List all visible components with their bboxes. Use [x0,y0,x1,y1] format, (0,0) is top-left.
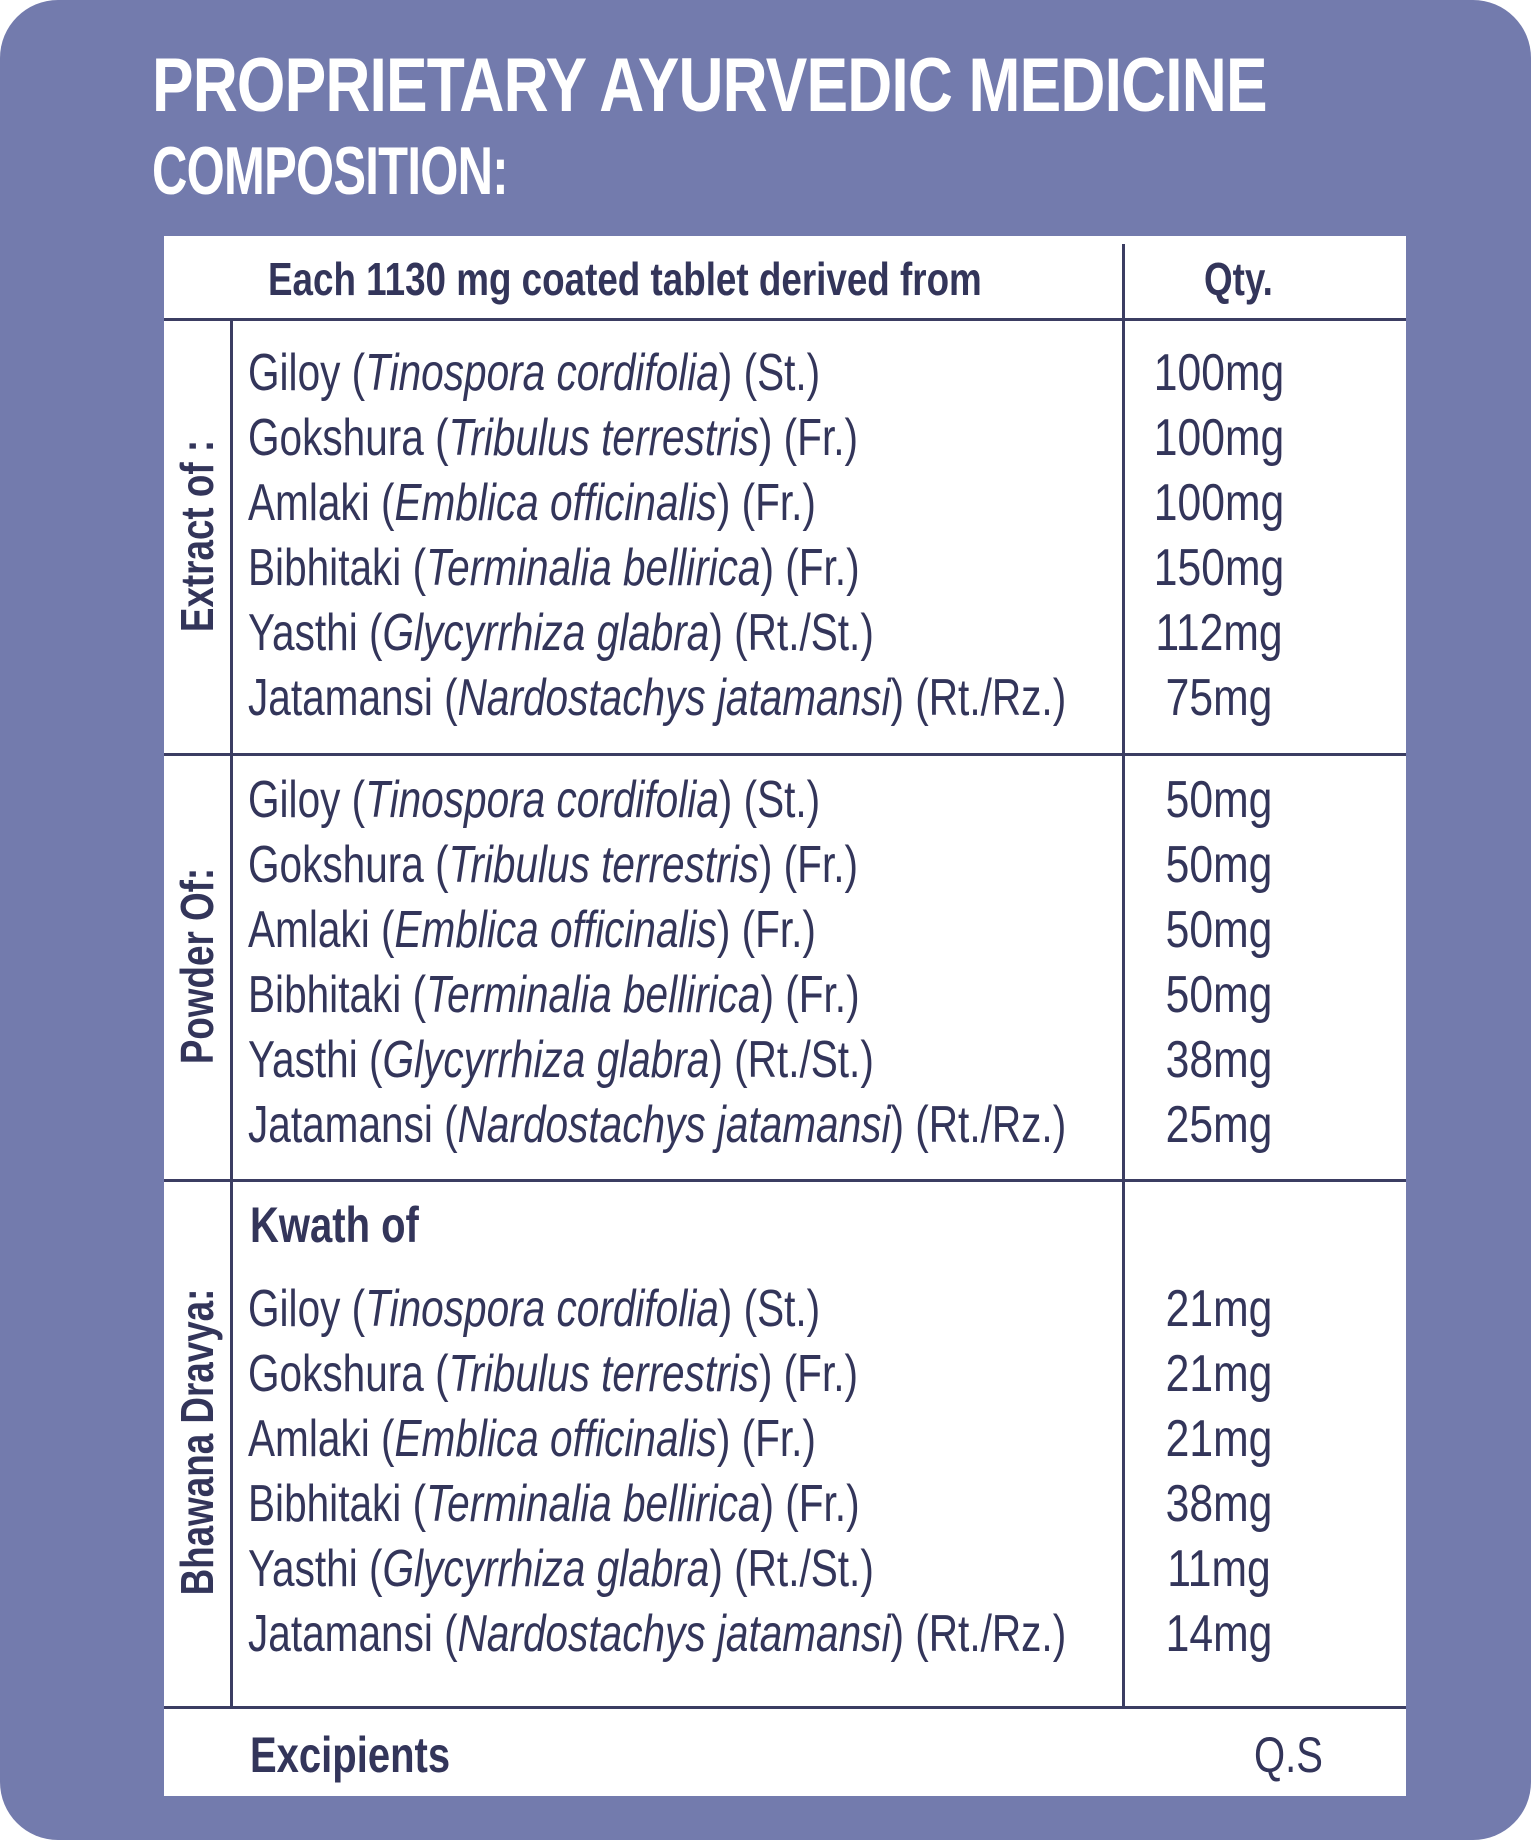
ingredient-botanical-name: Tribulus terrestris [448,836,759,894]
composition-heading: COMPOSITION: [152,133,508,209]
ingredient-name [248,1027,874,1093]
ingredient-name [248,405,858,471]
ingredient-botanical-name: Terminalia bellirica [426,1475,761,1533]
page-title: PROPRIETARY AYURVEDIC MEDICINE [152,43,1267,128]
ingredient-botanical-name: Emblica officinalis [394,474,717,532]
ingredient-plant-part: ) (St.) [718,1280,821,1338]
section-label-bhawana: Bhawana Dravya: [171,1288,223,1596]
ingredient-plant-part: ) (Fr.) [758,409,859,467]
section-label-powder: Powder Of: [171,867,223,1065]
ingredient-botanical-name: Nardostachys jatamansi [457,1096,891,1154]
ingredient-qty: 38mg [1165,1475,1273,1533]
ingredient-plant-part: ) (Fr.) [716,1410,816,1468]
ingredient-qty: 50mg [1165,966,1273,1024]
ingredient-name [248,1536,874,1602]
ingredient-name [248,1341,858,1407]
ingredient-botanical-name: Tinospora cordifolia [365,771,719,829]
ingredient-row [164,470,1406,536]
ingredient-qty: 21mg [1165,1280,1273,1338]
ingredient-common-name: Bibhitaki ( [248,966,427,1024]
ingredient-name [248,470,816,536]
ingredient-row [164,1341,1406,1407]
ingredient-botanical-name: Emblica officinalis [394,901,717,959]
ingredient-botanical-name: Glycyrrhiza glabra [382,1540,710,1598]
section-label-extract: Extract of : [171,439,223,633]
ingredient-plant-part: ) (Fr.) [760,966,860,1024]
ingredient-plant-part: ) (St.) [718,771,821,829]
ingredient-row [164,1092,1406,1158]
kwath-subheading: Kwath of [250,1197,419,1253]
ingredient-row [164,1471,1406,1537]
excipients-qty: Q.S [1254,1727,1323,1783]
ingredient-row [164,1406,1406,1472]
ingredient-qty: 100mg [1153,474,1285,532]
ingredient-plant-part: ) (Fr.) [758,1345,859,1403]
ingredient-name [248,665,1066,731]
ingredient-common-name: Jatamansi ( [248,1605,458,1663]
ingredient-common-name: Amlaki ( [248,474,395,532]
ingredient-qty: 150mg [1153,539,1285,597]
ingredient-common-name: Yasthi ( [248,1540,383,1598]
ingredient-name [248,1471,860,1537]
ingredient-common-name: Yasthi ( [248,1031,383,1089]
ingredient-qty: 112mg [1155,604,1283,662]
section-rule [164,753,1406,756]
ingredient-name [248,600,874,666]
ingredient-qty: 100mg [1153,344,1285,402]
ingredient-common-name: Jatamansi ( [248,1096,458,1154]
ingredient-botanical-name: Terminalia bellirica [426,539,761,597]
ingredient-common-name: Amlaki ( [248,901,395,959]
ingredient-plant-part: ) (St.) [718,344,821,402]
ingredient-qty: 11mg [1167,1540,1271,1598]
ingredient-botanical-name: Nardostachys jatamansi [457,669,891,727]
ingredient-row [164,962,1406,1028]
ingredient-row [164,1027,1406,1093]
ingredient-common-name: Gokshura ( [248,836,449,894]
ingredient-qty: 75mg [1165,669,1273,727]
ingredient-name [248,767,820,833]
ingredient-qty: 14mg [1165,1605,1273,1663]
ingredient-row [164,340,1406,406]
ingredient-qty: 21mg [1165,1345,1273,1403]
ingredient-qty: 50mg [1165,771,1273,829]
ingredient-plant-part: ) (Fr.) [716,474,816,532]
ingredient-name [248,897,816,963]
composition-table [164,236,1406,1796]
ingredient-common-name: Jatamansi ( [248,669,458,727]
ingredient-botanical-name: Tinospora cordifolia [365,1280,719,1338]
ingredient-common-name: Giloy ( [248,771,366,829]
ingredient-row [164,897,1406,963]
ingredient-botanical-name: Emblica officinalis [394,1410,717,1468]
ingredient-qty: 38mg [1165,1031,1273,1089]
ingredient-row [164,1601,1406,1667]
header-qty: Qty. [1204,253,1273,305]
ingredient-name [248,1406,816,1472]
ingredient-qty: 50mg [1165,901,1273,959]
ingredient-row [164,405,1406,471]
ingredient-plant-part: ) (Fr.) [760,539,860,597]
ingredient-common-name: Giloy ( [248,1280,366,1338]
ingredient-botanical-name: Tribulus terrestris [448,1345,759,1403]
ingredient-row [164,832,1406,898]
ingredient-name [248,1601,1066,1667]
ingredient-botanical-name: Glycyrrhiza glabra [382,1031,710,1089]
ingredient-botanical-name: Nardostachys jatamansi [457,1605,891,1663]
ingredient-name [248,1092,1066,1158]
ingredient-qty: 50mg [1165,836,1273,894]
ingredient-row [164,1276,1406,1342]
header-description: Each 1130 mg coated tablet derived from [268,253,982,305]
ingredient-common-name: Amlaki ( [248,1410,395,1468]
ingredient-name [248,962,860,1028]
ingredient-plant-part: ) (Rt./Rz.) [890,1096,1067,1154]
excipients-label: Excipients [250,1727,451,1783]
ingredient-plant-part: ) (Rt./St.) [709,604,874,662]
ingredient-plant-part: ) (Fr.) [716,901,816,959]
ingredient-botanical-name: Tinospora cordifolia [365,344,719,402]
ingredient-qty: 100mg [1153,409,1285,467]
ingredient-plant-part: ) (Rt./Rz.) [890,1605,1067,1663]
ingredient-botanical-name: Glycyrrhiza glabra [382,604,710,662]
ingredient-common-name: Gokshura ( [248,1345,449,1403]
ingredient-qty: 21mg [1165,1410,1273,1468]
ingredient-plant-part: ) (Fr.) [758,836,859,894]
ingredient-botanical-name: Terminalia bellirica [426,966,761,1024]
ingredient-common-name: Giloy ( [248,344,366,402]
ingredient-row [164,767,1406,833]
ingredient-row [164,665,1406,731]
ingredient-plant-part: ) (Rt./St.) [709,1540,874,1598]
section-rule [164,1179,1406,1182]
ingredient-name [248,340,820,406]
ingredient-row [164,600,1406,666]
ingredient-common-name: Bibhitaki ( [248,1475,427,1533]
ingredient-common-name: Yasthi ( [248,604,383,662]
ingredient-qty: 25mg [1165,1096,1273,1154]
footer-rule [164,1706,1406,1709]
ingredient-botanical-name: Tribulus terrestris [448,409,759,467]
ingredient-plant-part: ) (Fr.) [760,1475,860,1533]
ingredient-name [248,535,860,601]
ingredient-name [248,832,858,898]
header-rule [164,318,1406,321]
ingredient-common-name: Bibhitaki ( [248,539,427,597]
ingredient-row [164,1536,1406,1602]
ingredient-plant-part: ) (Rt./Rz.) [890,669,1067,727]
ingredient-plant-part: ) (Rt./St.) [709,1031,874,1089]
ingredient-common-name: Gokshura ( [248,409,449,467]
ingredient-row [164,535,1406,601]
ingredient-name [248,1276,820,1342]
